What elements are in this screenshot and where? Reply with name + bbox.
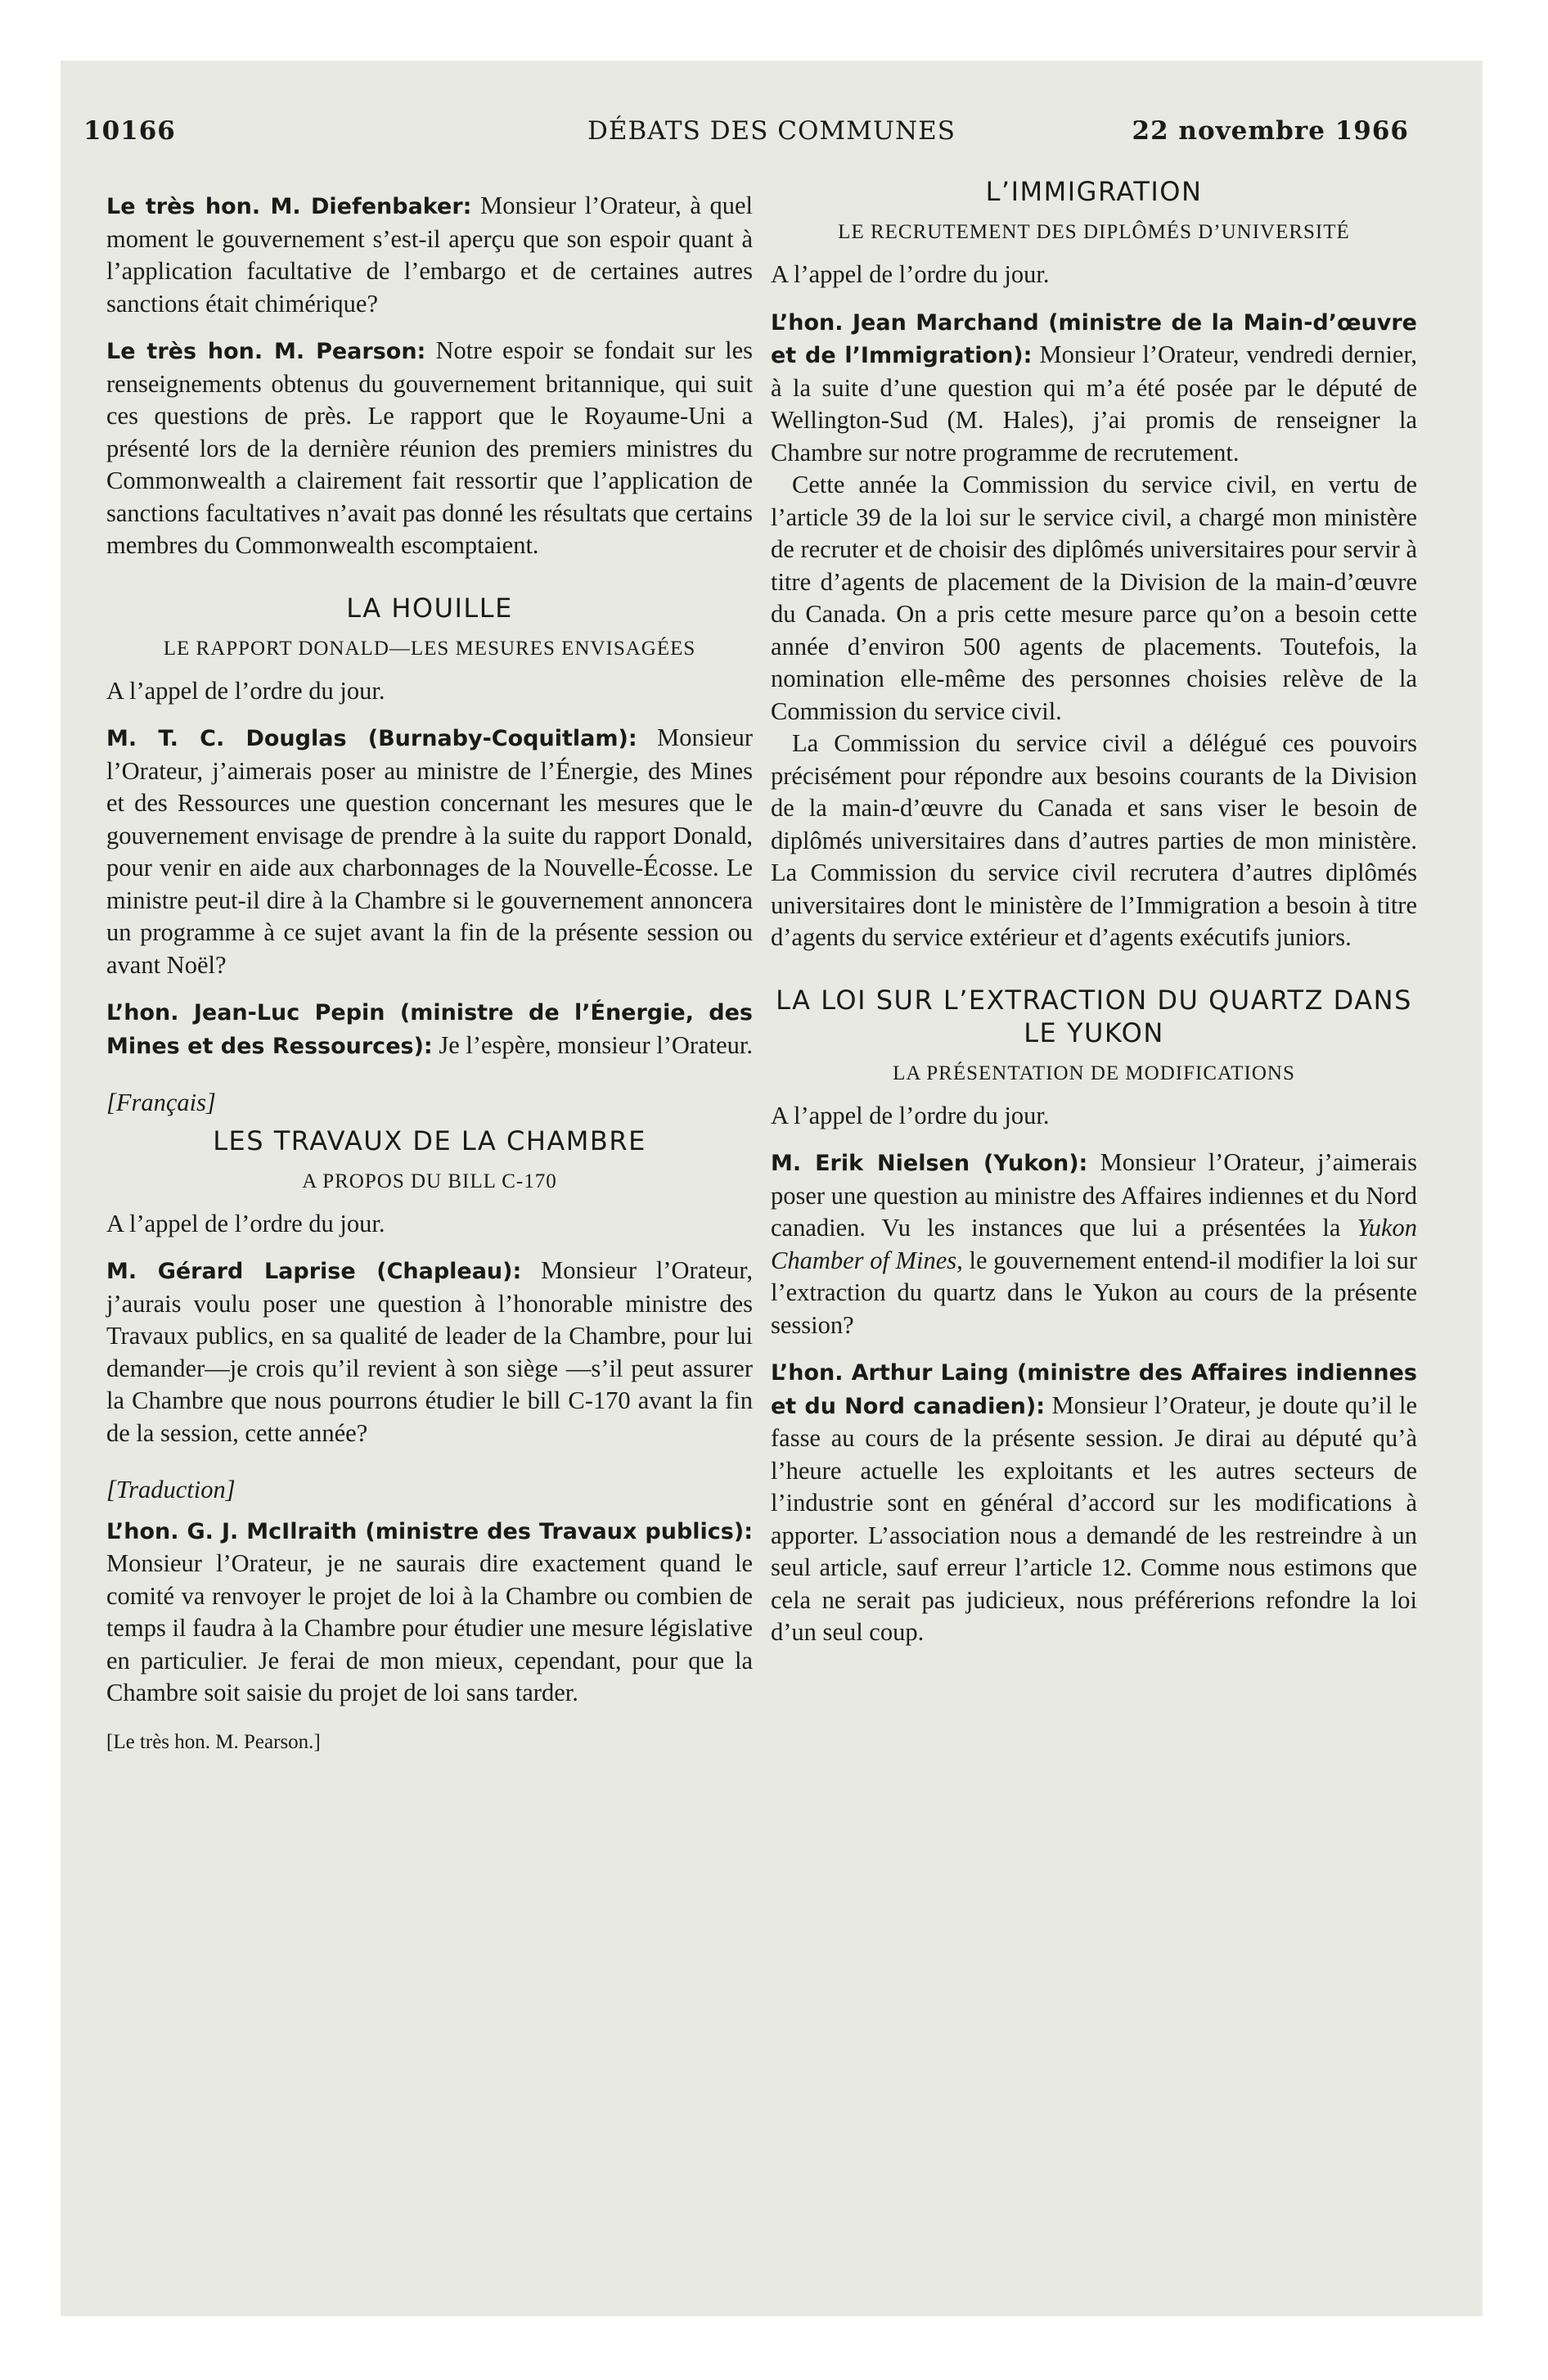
language-marker: [Français] [106, 1089, 216, 1116]
speech-paragraph [106, 722, 753, 981]
speech-text: Monsieur l’Orateur, je doute qu’il le fasse au cours de la présente session. Je dirai au député qu’à l’heure actuelle les exploitants et les autres secteurs de l’industrie sont en général d’accord sur les modifications à apporter. L’association nous a demandé de les restreindre à un seul article, sauf erreur l’article 12. Comme nous estimons que cela ne serait pas judicieux, nous préférerions refondre la loi d’un seul coup. [771, 1391, 1418, 1646]
speech-text: Monsieur l’Orateur, j’aurais voulu poser une question à l’honorable ministre des Travaux publics, en sa qualité de leader de la Chambre, pour lui demander—je crois qu’il revient à son siège —s’il peut assurer la Chambre que nous pourrons étudier le bill C-170 avant la fin de la session, cette année? [106, 1256, 753, 1447]
speech-text: Monsieur l’Orateur, j’aimerais poser au ministre de l’Énergie, des Mines et des Ressources une question concernant les mesures que le gouvernement envisage de prendre à la suite du rapport Donald, pour venir en aide aux charbonnages de la Nouvelle-Écosse. Le ministre peut-il dire à la Chambre si le gouvernement annoncera un programme à ce sujet avant la fin de la présente session ou avant Noël? [106, 723, 754, 979]
running-header [61, 116, 1483, 157]
section-title: LES TRAVAUX DE LA CHAMBRE [213, 1125, 646, 1156]
speech-text: Notre espoir se fondait sur les renseignements obtenus du gouvernement britannique, qui suit ces questions de près. Le rapport que le Royaume-Uni a présenté lors de la dernière réunion des premiers ministres du Commonwealth a clairement fait ressortir que l’application de sanctions facultatives n’avait pas donné les résultats que certains membres du Commonwealth escomptaient. [106, 336, 754, 559]
speech-paragraph [106, 1255, 753, 1449]
order-of-day: A l’appel de l’ordre du jour. [106, 676, 385, 705]
order-of-day: A l’appel de l’ordre du jour. [106, 1209, 385, 1237]
speech-text: Monsieur l’Orateur, à quel moment le gouvernement s’est-il aperçu que son espoir quant à l’application facultative de l’embargo et de certaines autres sanctions était chimérique? [106, 192, 754, 318]
section-subtitle: LA PRÉSENTATION DE MODIFICATIONS [893, 1062, 1295, 1084]
speech-text: Monsieur l’Orateur, j’aimerais poser une question au ministre des Affaires indiennes et du Nord canadien. Vu les instances que lui a présentées la [771, 1148, 1418, 1242]
left-column [106, 175, 753, 1758]
speaker-name: L’hon. Jean-Luc Pepin (ministre de l’Énergie, des Mines et des Ressources): [106, 1000, 753, 1059]
speech-paragraph [771, 1356, 1417, 1649]
speech-paragraph [106, 335, 753, 562]
speech-paragraph [106, 996, 753, 1062]
speaker-name: L’hon. Jean Marchand (ministre de la Main-d’œuvre et de l’Immigration): [771, 309, 1417, 368]
speech-paragraph [106, 1515, 753, 1710]
speaker-name: L’hon. G. J. McIlraith (ministre des Travaux publics): [106, 1518, 753, 1544]
section-subtitle: A PROPOS DU BILL C-170 [302, 1170, 557, 1192]
speaker-name: M. Erik Nielsen (Yukon): [771, 1151, 1088, 1176]
speech-text: le gouvernement entend-il modifier la loi sur l’extraction du quartz dans le Yukon au cours de la présente session? [771, 1246, 1417, 1339]
speaker-name: M. T. C. Douglas (Burnaby-Coquitlam): [106, 726, 637, 751]
right-column [771, 175, 1417, 1649]
speaker-name: M. Gérard Laprise (Chapleau): [106, 1259, 522, 1284]
section-title: LA LOI SUR L’EXTRACTION DU QUARTZ DANS LE YUKON [776, 984, 1412, 1048]
page-scan [61, 61, 1483, 2316]
language-marker: [Traduction] [106, 1476, 236, 1503]
order-of-day: A l’appel de l’ordre du jour. [771, 1101, 1050, 1129]
page-number: 10166 [83, 116, 176, 146]
section-subtitle: LE RECRUTEMENT DES DIPLÔMÉS D’UNIVERSITÉ [838, 221, 1350, 243]
issue-date: 22 novembre 1966 [1132, 116, 1409, 146]
section-title: L’IMMIGRATION [985, 176, 1203, 207]
speech-paragraph: La Commission du service civil a délégué ces pouvoirs précisément pour répondre aux besoins courants de la Division de la main-d’œuvre du Canada et sans viser le besoin de diplômés universitaires dans d’autres parties de mon ministère. La Commission du service civil recrutera d’autres diplômés universitaires dont le ministère de l’Immigration a besoin à titre d’agents du service extérieur et d’agents exécutifs juniors. [771, 729, 1417, 951]
speech-text: Je l’espère, monsieur l’Orateur. [439, 1030, 753, 1059]
speech-text: Monsieur l’Orateur, vendredi dernier, à la suite d’une question qui m’a été posée par le député de Wellington-Sud (M. Hales), j’ai promis de renseigner la Chambre sur notre programme de recrutement. [771, 340, 1418, 467]
order-of-day: A l’appel de l’ordre du jour. [771, 260, 1050, 288]
speaker-name: L’hon. Arthur Laing (ministre des Affaires indiennes et du Nord canadien): [771, 1360, 1417, 1419]
section-subtitle: LE RAPPORT DONALD—LES MESURES ENVISAGÉES [163, 637, 696, 660]
speech-paragraph [106, 190, 753, 320]
speaker-name: Le très hon. M. Pearson: [106, 339, 426, 364]
speech-paragraph [771, 306, 1417, 470]
speech-text: Monsieur l’Orateur, je ne saurais dire exactement quand le comité va renvoyer le projet de loi à la Chambre ou combien de temps il faudra à la Chambre pour étudier une mesure législative en particulier. Je ferai de mon mieux, cependant, pour que la Chambre soit saisie du projet de loi sans tarder. [106, 1549, 753, 1706]
speaker-name: Le très hon. M. Diefenbaker: [106, 194, 472, 219]
speech-paragraph [771, 1147, 1417, 1341]
italic-title: Yukon Chamber of Mines, [771, 1214, 1418, 1274]
section-title: LA HOUILLE [346, 592, 513, 624]
journal-title: DÉBATS DES COMMUNES [587, 116, 956, 146]
speech-paragraph: Cette année la Commission du service civil, en vertu de l’article 39 de la loi sur le service civil, a chargé mon ministère de recruter et de choisir des diplômés universitaires pour servir à titre d’agents de placement de la Division de la main-d’œuvre du Canada. On a pris cette mesure parce qu’on a besoin cette année d’environ 500 agents de placements. Toutefois, la nomination elle-même des personnes choisies relève de la Commission du service civil. [771, 471, 1417, 725]
continuation-note: [Le très hon. M. Pearson.] [106, 1730, 321, 1753]
